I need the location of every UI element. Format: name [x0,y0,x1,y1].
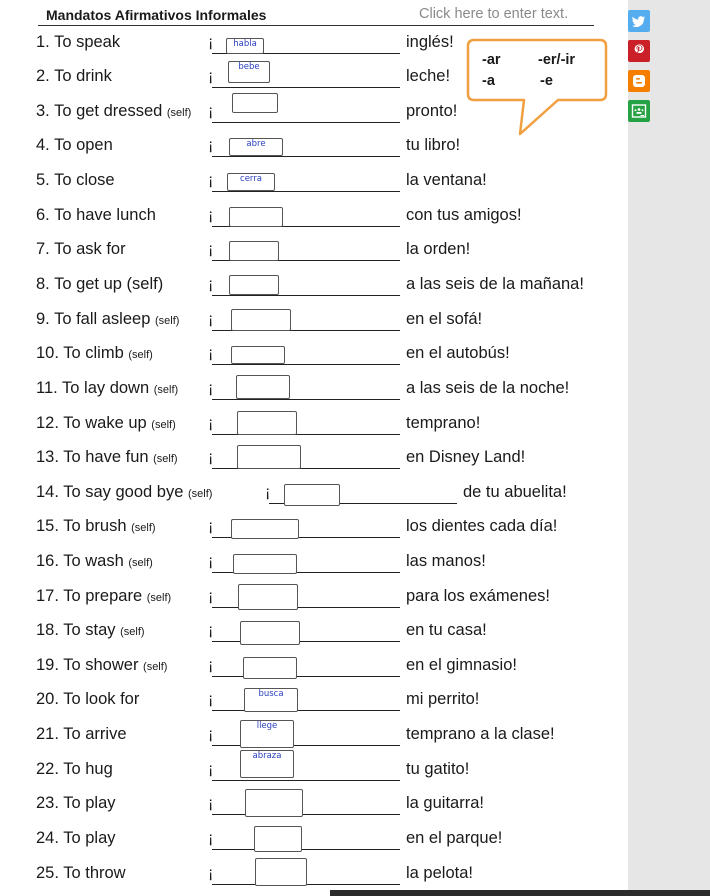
inverted-exclamation: ¡ [208,518,214,535]
exercise-verb: To stay [63,621,116,639]
twitter-icon [628,10,650,32]
exercise-prompt [36,864,126,883]
inverted-exclamation: ¡ [208,241,214,258]
inverted-exclamation: ¡ [208,657,214,674]
exercise-prompt [36,725,127,744]
reflexive-note: (self) [128,349,153,361]
exercise-prompt [36,102,191,121]
exercise-verb: To wake up [63,414,147,432]
exercise-number: 2. [36,67,50,85]
sentence-ending: pronto! [406,102,458,120]
inverted-exclamation: ¡ [208,726,214,743]
sentence-ending: en el parque! [406,829,503,847]
exercise-number: 7. [36,240,50,258]
answer-input[interactable] [229,241,279,261]
exercise-row [0,858,628,892]
exercise-verb: To lay down [62,379,150,397]
sentence-ending: tu libro! [406,136,461,154]
exercise-verb: To get up (self) [54,275,164,293]
exercise-verb: To climb [63,344,124,362]
reflexive-note: (self) [128,557,153,569]
exercise-number: 9. [36,310,50,328]
twitter-share-button[interactable] [628,10,650,32]
exercise-row [0,373,628,407]
answer-input[interactable] [232,93,278,113]
exercise-prompt [36,656,167,675]
exercise-number: 17. [36,587,59,605]
inverted-exclamation: ¡ [208,761,214,778]
answer-input[interactable]: abraza [240,750,294,778]
reflexive-note: (self) [143,661,168,673]
exercise-verb: To play [63,829,116,847]
exercise-verb: To play [63,794,116,812]
exercise-prompt [36,344,153,363]
exercise-verb: To arrive [63,725,127,743]
exercise-number: 1. [36,33,50,51]
answer-input[interactable] [240,621,300,645]
exercise-prompt [36,760,113,779]
exercise-number: 18. [36,621,59,639]
inverted-exclamation: ¡ [208,172,214,189]
exercise-verb: To have lunch [54,206,156,224]
sentence-ending: temprano a la clase! [406,725,555,743]
inverted-exclamation: ¡ [265,484,271,501]
hint-er-ir-ending: -e [540,73,553,89]
inverted-exclamation: ¡ [208,622,214,639]
exercise-verb: To hug [63,760,113,778]
answer-underline [212,295,400,296]
exercise-row [0,751,628,788]
inverted-exclamation: ¡ [208,553,214,570]
exercise-row [0,477,628,511]
sentence-ending: temprano! [406,414,481,432]
answer-input[interactable] [237,445,301,469]
exercise-row [0,269,628,303]
answer-underline [212,87,400,88]
answer-input[interactable] [229,275,279,295]
answer-input[interactable] [231,519,299,539]
reflexive-note: (self) [146,592,172,604]
inverted-exclamation: ¡ [208,311,214,328]
inverted-exclamation: ¡ [208,276,214,293]
page-title: Mandatos Afirmativos Informales [46,7,267,23]
exercise-prompt [36,310,179,329]
answer-input[interactable]: cerra [227,173,275,191]
exercise-row [0,130,628,164]
exercise-row [0,165,628,199]
exercise-verb: To look for [63,690,140,708]
answer-input[interactable]: bebe [228,61,270,83]
exercise-number: 19. [36,656,59,674]
reflexive-note: (self) [151,419,176,431]
google-classroom-icon [628,100,650,122]
exercise-row [0,788,628,822]
answer-input[interactable]: busca [244,688,298,712]
answer-input[interactable] [254,826,302,852]
sentence-ending: la ventana! [406,171,487,189]
sentence-ending: tu gatito! [406,760,470,778]
exercise-row [0,338,628,372]
answer-input[interactable] [231,309,291,331]
inverted-exclamation: ¡ [208,449,214,466]
exercise-prompt [36,483,212,502]
exercise-prompt [36,275,163,294]
exercise-verb: To speak [54,33,121,51]
answer-input[interactable] [231,346,285,364]
exercise-verb: To prepare [63,587,143,605]
answer-underline [212,780,400,781]
reflexive-note: (self) [154,315,180,327]
sentence-ending: inglés! [406,33,454,51]
sentence-ending: la guitarra! [406,794,484,812]
answer-input[interactable] [229,207,283,227]
answer-input[interactable] [255,858,307,886]
exercise-row [0,546,628,580]
sentence-ending: de tu abuelita! [463,483,567,501]
inverted-exclamation: ¡ [208,865,214,882]
exercise-row [0,234,628,268]
answer-input[interactable] [236,375,290,399]
exercise-number: 22. [36,760,59,778]
reflexive-note: (self) [188,488,213,500]
sentence-ending: en Disney Land! [406,448,526,466]
exercise-row [0,581,628,615]
exercise-number: 13. [36,448,59,466]
answer-underline [212,849,400,850]
exercise-row [0,61,628,95]
reflexive-note: (self) [153,384,179,396]
pinterest-icon [628,40,650,62]
answer-underline [212,399,400,400]
inverted-exclamation: ¡ [208,345,214,362]
exercise-row [0,304,628,338]
exercise-verb: To fall asleep [54,310,151,328]
hint-ar-ending: -a [482,73,495,89]
exercise-number: 12. [36,414,59,432]
sentence-ending: en el gimnasio! [406,656,517,674]
exercise-number: 15. [36,517,59,535]
answer-input[interactable] [233,554,297,574]
exercise-verb: To open [54,136,113,154]
sentence-ending: a las seis de la noche! [406,379,570,397]
answer-underline [212,676,400,677]
exercise-verb: To say good bye [63,483,184,501]
sentence-ending: las manos! [406,552,486,570]
hint-ar-label: -ar [482,52,501,68]
sentence-ending: mi perrito! [406,690,480,708]
exercise-verb: To drink [54,67,112,85]
reflexive-note: (self) [153,453,178,465]
exercise-prompt [36,829,116,848]
inverted-exclamation: ¡ [208,588,214,605]
exercise-number: 11. [36,379,58,397]
exercise-row [0,27,628,61]
sentence-ending: para los exámenes! [406,587,550,605]
sentence-ending: en el sofá! [406,310,483,328]
exercise-prompt [36,690,139,709]
inverted-exclamation: ¡ [208,34,214,51]
answer-input[interactable]: llege [240,720,294,748]
exercise-number: 21. [36,725,59,743]
exercise-verb: To close [54,171,115,189]
exercise-verb: To have fun [63,448,149,466]
exercise-row [0,442,628,476]
exercise-prompt [36,517,156,536]
answer-underline [212,191,400,192]
exercise-row [0,684,628,718]
exercise-prompt [36,414,176,433]
bottom-bar [330,890,710,896]
exercise-row [0,408,628,442]
exercise-verb: To get dressed [54,102,163,120]
answer-input[interactable] [237,411,297,435]
answer-input[interactable] [243,657,297,679]
exercise-verb: To ask for [54,240,126,258]
exercise-verb: To shower [63,656,139,674]
exercise-number: 16. [36,552,59,570]
answer-underline [212,710,400,711]
sentence-ending: la pelota! [406,864,473,882]
exercise-prompt [36,552,153,571]
blogger-share-button[interactable] [628,70,650,92]
exercise-verb: To throw [63,864,126,882]
answer-underline [212,364,400,365]
exercise-number: 6. [36,206,50,224]
exercise-row [0,96,628,130]
inverted-exclamation: ¡ [208,691,214,708]
google-classroom-share-button[interactable] [628,100,650,122]
answer-input[interactable]: habla [226,38,264,54]
inverted-exclamation: ¡ [208,137,214,154]
exercise-prompt [36,587,171,606]
exercise-prompt [36,171,115,190]
sentence-ending: en tu casa! [406,621,487,639]
blogger-icon [628,70,650,92]
exercise-row [0,200,628,234]
exercise-number: 10. [36,344,59,362]
exercise-prompt [36,794,116,813]
inverted-exclamation: ¡ [208,795,214,812]
exercise-number: 23. [36,794,59,812]
exercise-prompt [36,206,156,225]
exercise-prompt [36,240,126,259]
exercise-row [0,650,628,684]
exercise-prompt [36,136,113,155]
exercise-row [0,511,628,545]
exercise-prompt [36,379,178,398]
exercise-number: 14. [36,483,59,501]
exercise-row [0,615,628,649]
answer-input[interactable] [245,789,303,817]
reflexive-note: (self) [131,522,156,534]
inverted-exclamation: ¡ [208,380,214,397]
inverted-exclamation: ¡ [208,103,214,120]
reflexive-note: (self) [120,626,145,638]
date-input-field[interactable]: Click here to enter text. [419,6,569,22]
answer-underline [212,156,400,157]
answer-input[interactable]: abre [229,138,283,156]
inverted-exclamation: ¡ [208,415,214,432]
exercise-row [0,719,628,753]
sentence-ending: a las seis de la mañana! [406,275,584,293]
sentence-ending: la orden! [406,240,471,258]
sentence-ending: con tus amigos! [406,206,522,224]
exercise-prompt [36,621,145,640]
answer-input[interactable] [284,484,340,506]
header-divider [38,25,594,26]
reflexive-note: (self) [166,107,192,119]
exercise-row [0,823,628,857]
answer-input[interactable] [238,584,298,610]
exercise-verb: To brush [63,517,127,535]
sentence-ending: leche! [406,67,451,85]
answer-underline [212,122,400,123]
exercise-verb: To wash [63,552,124,570]
sentence-ending: los dientes cada día! [406,517,558,535]
exercise-number: 24. [36,829,59,847]
exercise-number: 25. [36,864,59,882]
sentence-ending: en el autobús! [406,344,510,362]
inverted-exclamation: ¡ [208,830,214,847]
exercise-number: 3. [36,102,50,120]
exercise-prompt [36,448,178,467]
exercise-number: 8. [36,275,50,293]
pinterest-share-button[interactable] [628,40,650,62]
exercise-prompt [36,67,112,86]
exercise-number: 5. [36,171,50,189]
exercise-number: 4. [36,136,50,154]
exercise-number: 20. [36,690,59,708]
hint-er-ir-label: -er/-ir [538,52,576,68]
inverted-exclamation: ¡ [208,68,214,85]
inverted-exclamation: ¡ [208,207,214,224]
answer-underline [212,814,400,815]
exercise-prompt [36,33,120,52]
